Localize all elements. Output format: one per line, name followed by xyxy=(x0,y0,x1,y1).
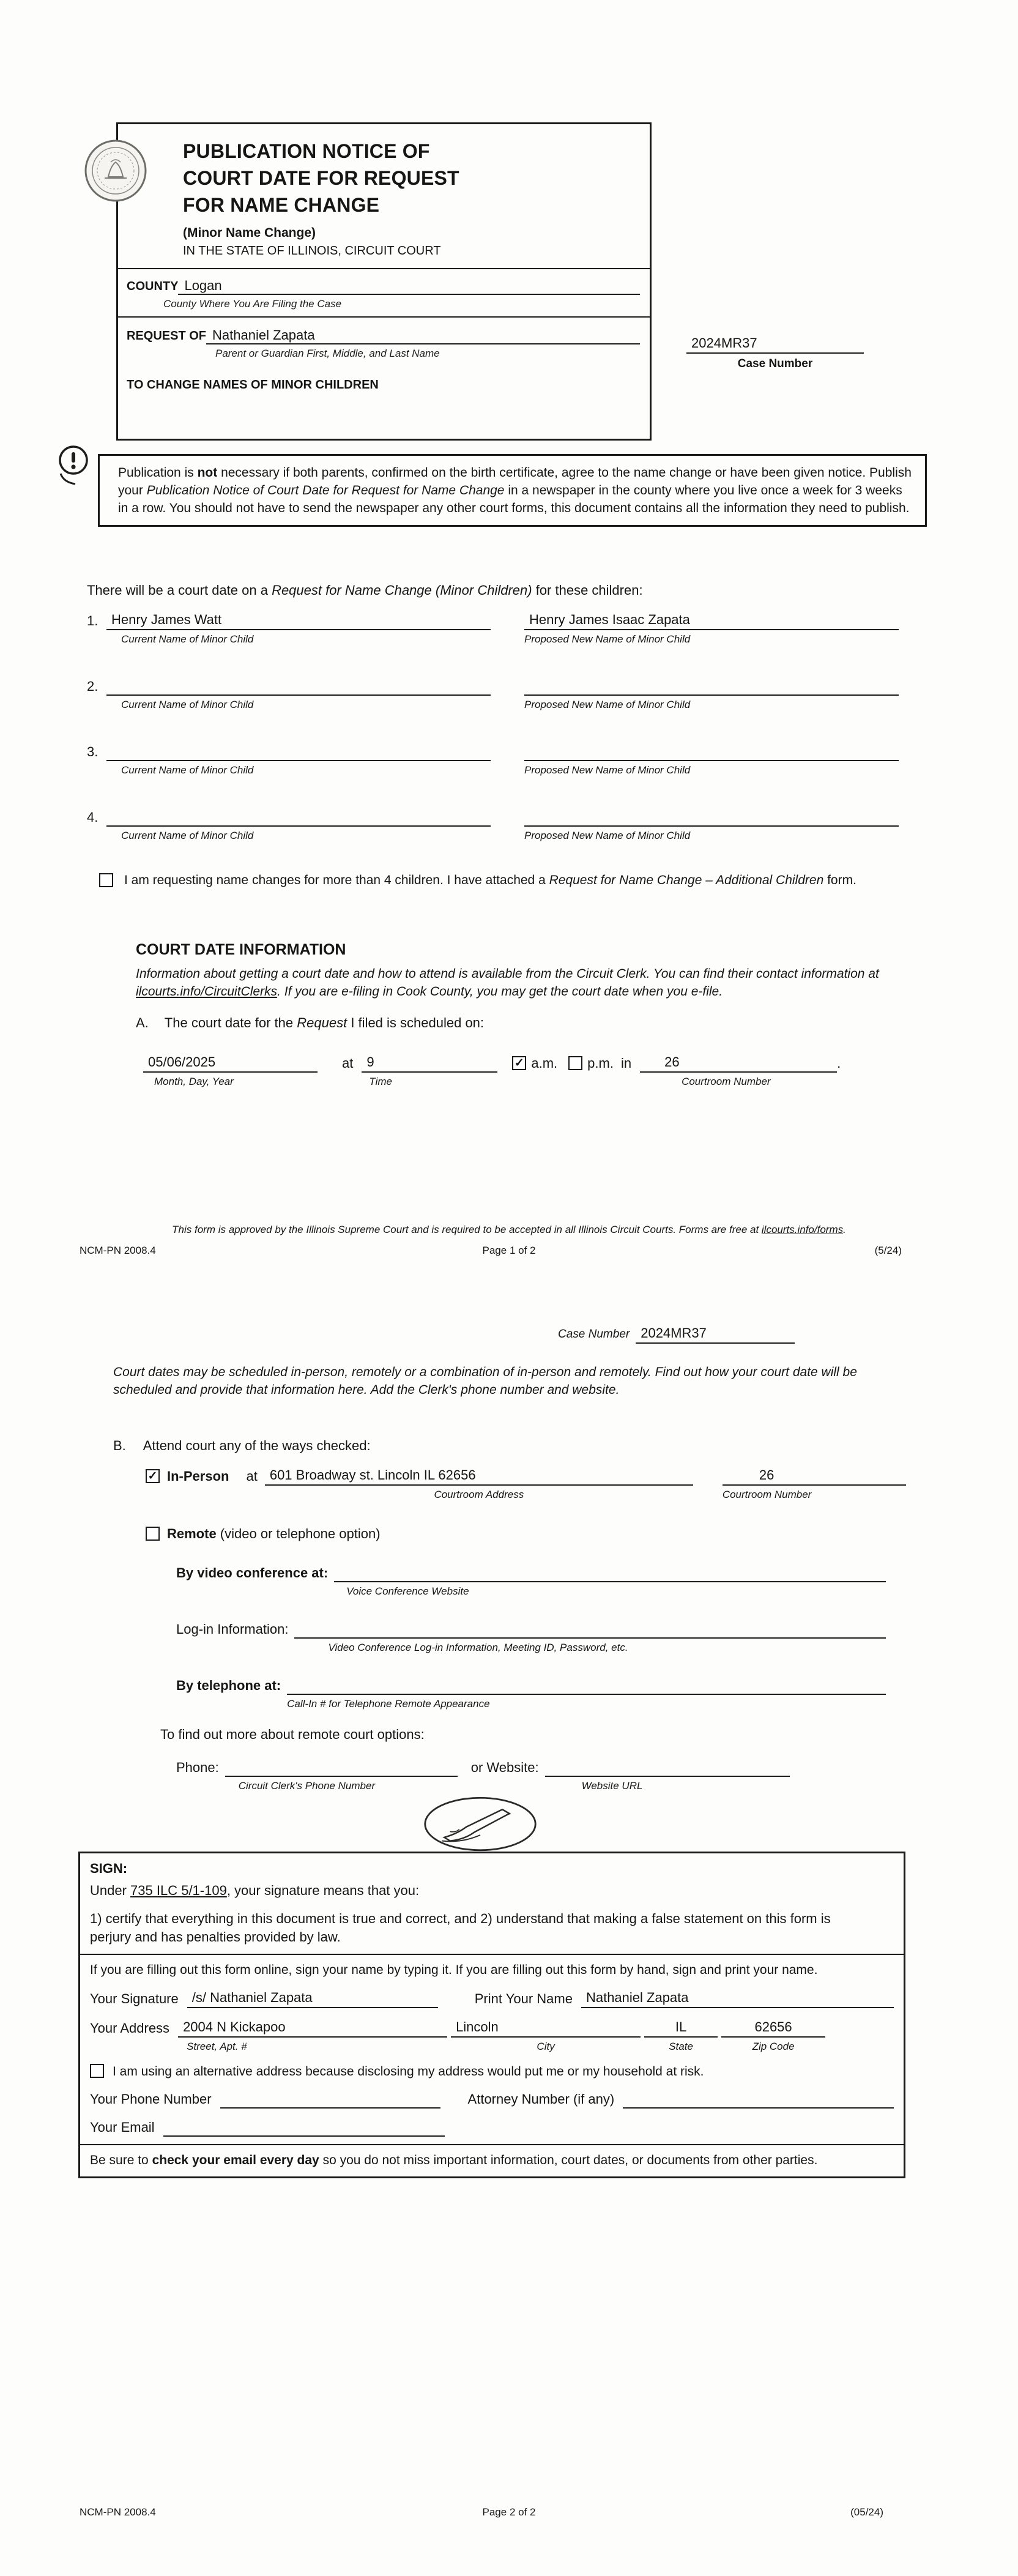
current-name-value[interactable] xyxy=(106,743,491,761)
row-number: 1. xyxy=(87,613,98,628)
item-a-text: The court date for the xyxy=(164,1015,297,1030)
court-date-field xyxy=(143,1054,318,1088)
child-row-4 xyxy=(87,808,904,842)
current-name-field xyxy=(106,677,491,711)
your-phone-value[interactable] xyxy=(220,2090,440,2109)
signature-field xyxy=(187,1990,438,2008)
at-label: at xyxy=(342,1055,354,1071)
clerk-phone-value[interactable] xyxy=(225,1759,458,1777)
form-title-line1: PUBLICATION NOTICE OF xyxy=(183,140,430,162)
notice-text-italic: Publication Notice of Court Date for Request for Name Change xyxy=(146,483,505,497)
courtroom-field xyxy=(640,1054,837,1088)
proposed-name-caption: Proposed New Name of Minor Child xyxy=(524,830,691,841)
children-list xyxy=(87,612,904,874)
county-value[interactable]: Logan xyxy=(178,278,640,295)
signature-pen-icon xyxy=(422,1794,538,1857)
street-value[interactable]: 2004 N Kickapoo xyxy=(178,2019,447,2038)
court-seal-icon xyxy=(84,139,147,206)
current-name-field xyxy=(106,743,491,776)
email-reminder-text: so you do not miss important information, court dates, or documents from other parties. xyxy=(319,2153,818,2167)
proposed-name-field xyxy=(524,677,899,711)
section-paragraph xyxy=(136,965,888,1000)
remote-checkbox[interactable] xyxy=(146,1527,160,1541)
current-name-caption: Current Name of Minor Child xyxy=(121,764,254,776)
period-text: . xyxy=(837,1055,841,1071)
case-number-value[interactable]: 2024MR37 xyxy=(686,335,864,354)
login-value[interactable] xyxy=(294,1620,886,1639)
in-label: in xyxy=(620,1055,632,1071)
your-phone-label: Your Phone Number xyxy=(90,2091,212,2107)
telephone-field xyxy=(287,1677,886,1710)
attorney-number-label: Attorney Number (if any) xyxy=(467,2091,615,2107)
court-date-caption: Month, Day, Year xyxy=(154,1076,234,1087)
notice-text: necessary if both parents, confirmed on the birth certificate, agree to the name change or have been given notice. Publish your xyxy=(118,466,912,497)
approval-text: This form is approved by the Illinois Supreme Court and is required to be accepted in all Illinois Circuit Courts. Forms are free at xyxy=(172,1224,762,1235)
email-reminder-text: Be sure to xyxy=(90,2153,152,2167)
more-children-checkbox[interactable] xyxy=(99,873,113,887)
current-name-value[interactable] xyxy=(106,677,491,696)
statute-link[interactable]: 735 ILC 5/1-109 xyxy=(130,1883,227,1898)
revision-date: (05/24) xyxy=(850,2506,883,2518)
zip-value[interactable]: 62656 xyxy=(721,2019,825,2038)
item-b-line xyxy=(113,1437,371,1455)
am-checkbox[interactable] xyxy=(512,1056,526,1070)
proposed-name-caption: Proposed New Name of Minor Child xyxy=(524,633,691,645)
print-name-label: Print Your Name xyxy=(474,1991,573,2006)
your-phone-field xyxy=(220,2090,440,2109)
item-b-text: Attend court any of the ways checked: xyxy=(143,1438,371,1453)
in-person-checkbox[interactable] xyxy=(146,1469,160,1483)
telephone-label: By telephone at: xyxy=(176,1678,281,1693)
request-of-label: REQUEST OF xyxy=(127,329,207,343)
print-name-value[interactable]: Nathaniel Zapata xyxy=(581,1990,894,2008)
publication-notice xyxy=(98,454,927,527)
alt-address-row xyxy=(90,2063,894,2080)
county-caption: County Where You Are Filing the Case xyxy=(163,298,342,310)
phone-attorney-row xyxy=(90,2090,894,2109)
circuit-clerks-link[interactable]: ilcourts.info/CircuitClerks xyxy=(136,985,278,999)
proposed-name-field xyxy=(524,743,899,776)
form-title-line3: FOR NAME CHANGE xyxy=(183,194,380,216)
state-line: IN THE STATE OF ILLINOIS, CIRCUIT COURT xyxy=(183,244,441,258)
courtroom-number-caption: Courtroom Number xyxy=(722,1489,812,1500)
row-number: 4. xyxy=(87,810,98,825)
remote-label: Remote xyxy=(167,1526,217,1541)
login-row xyxy=(176,1620,886,1654)
court-time-field xyxy=(362,1054,497,1088)
case-number-value[interactable]: 2024MR37 xyxy=(636,1325,795,1344)
item-a-line xyxy=(136,1014,904,1032)
more-children-text xyxy=(124,871,856,889)
more-children-text-plain: I am requesting name changes for more than 4 children. I have attached a xyxy=(124,873,549,887)
current-name-value[interactable] xyxy=(106,808,491,827)
courtroom-address-caption: Courtroom Address xyxy=(434,1489,524,1500)
signing-instructions: If you are filling out this form online, sign your name by typing it. If you are filling out this form by hand, sign and print your name. xyxy=(90,1963,818,1977)
state-field xyxy=(644,2019,718,2053)
your-email-value[interactable] xyxy=(163,2118,445,2137)
court-date-value[interactable]: 05/06/2025 xyxy=(143,1054,318,1073)
or-website-label: or Website: xyxy=(470,1760,539,1775)
notice-text: in a newspaper in the county where you live once a week for 3 weeks in a row. You should not have to send the newspaper any other court forms, this document contains all the information they need to publish. xyxy=(118,483,910,515)
proposed-name-value[interactable]: Henry James Isaac Zapata xyxy=(524,612,899,630)
statute-text: Under xyxy=(90,1883,131,1898)
city-field xyxy=(451,2019,641,2053)
certify-paragraph: 1) certify that everything in this document is true and correct, and 2) understand that making a false statement on this form is perjury and has penalties provided by law. xyxy=(90,1911,831,1945)
paragraph-text: . If you are e-filing in Cook County, you may get the court date when you e-file. xyxy=(277,985,723,999)
courtroom-address-field xyxy=(265,1467,693,1501)
video-conference-row xyxy=(176,1564,886,1598)
telephone-value[interactable] xyxy=(287,1677,886,1695)
to-change-line: TO CHANGE NAMES OF MINOR CHILDREN xyxy=(127,378,379,392)
form-title-box xyxy=(116,122,652,441)
intro-text: There will be a court date on a xyxy=(87,583,272,598)
proposed-name-caption: Proposed New Name of Minor Child xyxy=(524,699,691,710)
pm-checkbox[interactable] xyxy=(568,1056,582,1070)
courtroom-value[interactable]: 26 xyxy=(640,1054,837,1073)
email-row xyxy=(90,2118,894,2137)
court-date-information-section xyxy=(136,941,904,1088)
zip-caption: Zip Code xyxy=(752,2041,795,2052)
proposed-name-value[interactable] xyxy=(524,808,899,827)
sign-section xyxy=(78,1852,905,2178)
court-time-value[interactable]: 9 xyxy=(362,1054,497,1073)
more-children-text-italic: Request for Name Change – Additional Children xyxy=(549,873,824,887)
your-email-field xyxy=(163,2118,445,2137)
street-field xyxy=(178,2019,447,2053)
page-number: Page 2 of 2 xyxy=(482,2506,536,2518)
telephone-row xyxy=(176,1677,886,1710)
current-name-caption: Current Name of Minor Child xyxy=(121,699,254,710)
current-name-field xyxy=(106,808,491,842)
email-reminder-bold: check your email every day xyxy=(152,2153,319,2167)
page2-footer xyxy=(0,2506,1018,2525)
court-time-caption: Time xyxy=(369,1076,392,1087)
page1-footer xyxy=(0,1245,1018,1263)
more-children-row xyxy=(99,871,894,889)
clerk-phone-caption: Circuit Clerk's Phone Number xyxy=(238,1780,376,1792)
clerk-phone-field xyxy=(225,1759,458,1792)
alert-icon xyxy=(56,444,91,490)
form-title-line2: COURT DATE FOR REQUEST xyxy=(183,167,459,189)
clerk-phone-label: Phone: xyxy=(176,1760,219,1775)
county-label: COUNTY xyxy=(127,280,179,293)
forms-link[interactable]: ilcourts.info/forms xyxy=(761,1224,844,1235)
clerk-website-field xyxy=(545,1759,790,1792)
item-a-text: I filed is scheduled on: xyxy=(347,1015,485,1030)
row-number: 3. xyxy=(87,744,98,759)
form-id: NCM-PN 2008.4 xyxy=(80,2506,156,2518)
your-email-label: Your Email xyxy=(90,2120,155,2135)
request-of-value[interactable]: Nathaniel Zapata xyxy=(206,327,640,344)
in-person-label: In-Person xyxy=(167,1469,229,1484)
print-name-field xyxy=(581,1990,894,2008)
pm-label: p.m. xyxy=(587,1055,614,1071)
proposed-name-caption: Proposed New Name of Minor Child xyxy=(524,764,691,776)
case-number-block-p2 xyxy=(558,1325,795,1344)
your-signature-label: Your Signature xyxy=(90,1991,179,2006)
court-date-intro xyxy=(87,581,931,600)
notice-text: Publication is xyxy=(118,466,198,480)
child-row-3 xyxy=(87,743,904,776)
intro-text-italic: Request for Name Change (Minor Children) xyxy=(272,583,532,598)
current-name-caption: Current Name of Minor Child xyxy=(121,633,254,645)
state-caption: State xyxy=(669,2041,693,2052)
attorney-number-value[interactable] xyxy=(623,2090,894,2109)
request-of-caption: Parent or Guardian First, Middle, and Last Name xyxy=(215,348,440,359)
proposed-name-field xyxy=(524,612,899,646)
item-a-text-italic: Request xyxy=(297,1015,347,1030)
check-mark: ✓ xyxy=(147,1470,158,1483)
city-caption: City xyxy=(537,2041,555,2052)
in-person-row xyxy=(146,1467,910,1501)
street-caption: Street, Apt. # xyxy=(187,2041,247,2052)
signature-row xyxy=(90,1990,894,2008)
more-remote-options-line: To find out more about remote court options: xyxy=(160,1727,425,1742)
city-value[interactable]: Lincoln xyxy=(451,2019,641,2038)
telephone-caption: Call-In # for Telephone Remote Appearance xyxy=(287,1698,490,1710)
proposed-name-value[interactable] xyxy=(524,743,899,761)
paragraph-text: Information about getting a court date and how to attend is available from the Circuit Clerk. You can find their contact information at xyxy=(136,967,879,981)
email-reminder xyxy=(90,2151,885,2169)
address-row xyxy=(90,2019,894,2053)
approval-note xyxy=(55,1224,963,1236)
remote-label-rest: (video or telephone option) xyxy=(216,1526,381,1541)
courtroom-caption: Courtroom Number xyxy=(682,1076,771,1087)
revision-date: (5/24) xyxy=(874,1245,902,1256)
case-number-label: Case Number xyxy=(558,1328,630,1341)
zip-field xyxy=(721,2019,825,2053)
video-conference-field xyxy=(334,1564,886,1598)
video-conference-label: By video conference at: xyxy=(176,1565,329,1580)
proposed-name-value[interactable] xyxy=(524,677,899,696)
proposed-name-field xyxy=(524,808,899,842)
child-row-1 xyxy=(87,612,904,646)
more-children-text-plain: form. xyxy=(823,873,856,887)
page-number: Page 1 of 2 xyxy=(482,1245,536,1256)
sign-heading: SIGN: xyxy=(90,1861,128,1876)
case-number-caption: Case Number xyxy=(737,357,813,370)
statute-line xyxy=(90,1882,894,1900)
login-label: Log-in Information: xyxy=(176,1621,289,1637)
am-label: a.m. xyxy=(531,1055,558,1071)
clerk-contact-row xyxy=(176,1759,825,1792)
item-a-label: A. xyxy=(136,1015,149,1030)
item-b-label: B. xyxy=(113,1438,126,1453)
signature-value[interactable]: /s/ Nathaniel Zapata xyxy=(187,1990,438,2008)
check-mark: ✓ xyxy=(514,1057,524,1070)
approval-text: . xyxy=(843,1224,846,1235)
courtroom-address-value[interactable]: 601 Broadway st. Lincoln IL 62656 xyxy=(265,1467,693,1486)
remote-row xyxy=(146,1525,381,1543)
current-name-caption: Current Name of Minor Child xyxy=(121,830,254,841)
your-address-label: Your Address xyxy=(90,2020,170,2036)
at-label: at xyxy=(246,1469,258,1484)
courtroom-number-field xyxy=(723,1467,906,1501)
current-name-field xyxy=(106,612,491,646)
state-value[interactable]: IL xyxy=(644,2019,718,2038)
child-row-2 xyxy=(87,677,904,711)
form-id: NCM-PN 2008.4 xyxy=(80,1245,156,1256)
court-date-row xyxy=(143,1054,904,1088)
scheduling-paragraph: Court dates may be scheduled in-person, remotely or a combination of in-person and remotely. Find out how your court date will be scheduled and provide that information here. Add the Clerk's phone number and website. xyxy=(113,1365,857,1397)
courtroom-number-value[interactable]: 26 xyxy=(723,1467,906,1486)
attorney-number-field xyxy=(623,2090,894,2109)
form-subtitle: (Minor Name Change) xyxy=(183,226,316,240)
case-number-block xyxy=(686,335,864,371)
section-heading: COURT DATE INFORMATION xyxy=(136,941,346,958)
statute-text: , your signature means that you: xyxy=(226,1883,420,1898)
notice-text-bold: not xyxy=(197,466,218,480)
clerk-website-value[interactable] xyxy=(545,1759,790,1777)
intro-text: for these children: xyxy=(532,583,643,598)
login-field xyxy=(294,1620,886,1654)
alt-address-checkbox[interactable] xyxy=(90,2064,104,2078)
login-caption: Video Conference Log-in Information, Meeting ID, Password, etc. xyxy=(328,1642,628,1653)
video-conference-value[interactable] xyxy=(334,1564,886,1582)
video-conference-caption: Voice Conference Website xyxy=(346,1585,469,1597)
clerk-website-caption: Website URL xyxy=(581,1780,643,1792)
alt-address-text: I am using an alternative address because disclosing my address would put me or my household at risk. xyxy=(113,2064,704,2079)
row-number: 2. xyxy=(87,679,98,694)
current-name-value[interactable]: Henry James Watt xyxy=(106,612,491,630)
